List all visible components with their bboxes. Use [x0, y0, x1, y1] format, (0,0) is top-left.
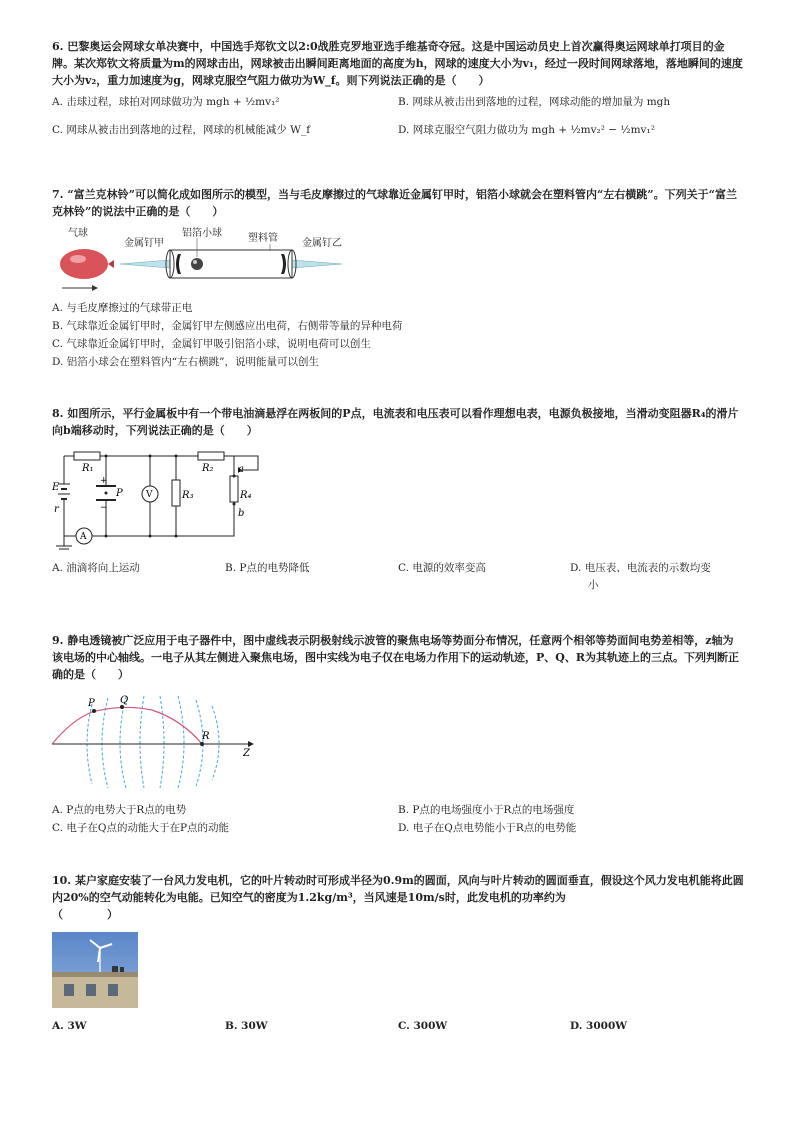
label-r1: R₁: [82, 463, 94, 474]
question-9: [52, 632, 744, 683]
q8-option-a: A. 油滴将向上运动: [52, 562, 140, 574]
label-a-meter: A: [80, 532, 87, 542]
q8-option-d: D. 电压表、电流表的示数均变: [570, 562, 711, 574]
electrostatic-lens-figure: [52, 692, 262, 788]
nail-a: [120, 260, 170, 268]
circuit-figure: [52, 446, 272, 552]
q10-option-d: D. 3000W: [570, 1020, 628, 1032]
label-r4: R₄: [240, 490, 252, 501]
q9-option-d: D. 电子在Q点电势能小于R点的电势能: [398, 822, 577, 834]
label-r3: R₃: [182, 490, 194, 501]
label-a: a: [238, 464, 244, 475]
label-q: Q: [120, 695, 129, 706]
label-plus: +: [100, 476, 108, 486]
label-e: E: [52, 482, 60, 493]
q9-option-c: C. 电子在Q点的动能大于在P点的动能: [52, 822, 230, 834]
label-r2: R₂: [202, 463, 214, 474]
q10-option-c: C. 300W: [398, 1020, 448, 1032]
franklin-bell-figure: [52, 224, 352, 294]
question-8: [52, 405, 744, 439]
electron-trajectory: [52, 707, 202, 744]
q9-option-b: B. P点的电场强度小于R点的电场强度: [398, 804, 575, 816]
q6-option-a: A. 击球过程，球拍对网球做功为 mgh + ½mv₁²: [52, 96, 280, 108]
plastic-tube: [170, 250, 292, 278]
question-10-stem: 10. 某户家庭安装了一台风力发电机，它的叶片转动时可形成半径为0.9m的圆面，风向与叶片转动的圆面垂直，假设这个风力发电机能将此圆内20%的空气动能转化为电能。已知空气的密度为1.2kg/m³，当风速是10m/s时，此发电机的功率约为: [52, 874, 744, 904]
label-v: V: [146, 490, 153, 500]
q7-option-b: B. 气球靠近金属钉甲时，金属钉甲左侧感应出电荷，右侧带等量的异种电荷: [52, 320, 403, 332]
q6-option-c: C. 网球从被击出到落地的过程，网球的机械能减少 W_f: [52, 124, 311, 136]
question-9-stem: 9. 静电透镜被广泛应用于电子器件中，图中虚线表示阴极射线示波管的聚焦电场等势面分布情况，任意两个相邻等势面间电势差相等，z轴为该电场的中心轴线。一电子从其左侧进入聚焦电场，图中实线为电子仅在电场力作用下的运动轨迹，P、Q、R为其轨迹上的三点。下列判断正确的是（ ）: [52, 634, 739, 681]
label-p: P: [88, 698, 95, 709]
label-b: b: [238, 508, 245, 519]
label-minus: −: [100, 503, 108, 513]
q8-option-d-wrap: 小: [588, 579, 599, 591]
label-balloon: 气球: [68, 228, 88, 239]
resistor-r3: [172, 480, 180, 506]
question-8-stem: 8. 如图所示，平行金属板中有一个带电油滴悬浮在两板间的P点，电流表和电压表可以看作理想电表，电源负极接地，当滑动变阻器R₄的滑片向b端移动时，下列说法正确的是（ ）: [52, 407, 739, 437]
q10-option-a: A. 3W: [52, 1020, 87, 1032]
label-r: r: [54, 504, 59, 515]
q8-option-b: B. P点的电势降低: [225, 562, 310, 574]
foil-ball: [191, 258, 203, 270]
q7-option-c: C. 气球靠近金属钉甲时，金属钉甲吸引铝箔小球，说明电荷可以创生: [52, 338, 371, 350]
question-7: [52, 186, 744, 220]
question-6: [52, 38, 744, 89]
q8-option-c: C. 电源的效率变高: [398, 562, 486, 574]
question-6-stem: 6. 巴黎奥运会网球女单决赛中，中国选手郑钦文以2:0战胜克罗地亚选手维基奇夺冠。这是中国运动员史上首次赢得奥运网球单打项目的金牌。某次郑钦文将质量为m的网球击出，网球被击出瞬间距离地面的高度为h，网球的速度大小为v₁，经过一段时间网球落地，落地瞬间的速度大小为v₂，重力加速度为g，网球克服空气阻力做功为W_f。则下列说法正确的是（ ）: [52, 40, 743, 87]
q7-option-a: A. 与毛皮摩擦过的气球带正电: [52, 302, 193, 314]
q9-option-a: A. P点的电势大于R点的电势: [52, 804, 187, 816]
wind-turbine-photo: [52, 932, 138, 1008]
q6-option-b: B. 网球从被击出到落地的过程，网球动能的增加量为 mgh: [398, 96, 671, 108]
q7-option-d: D. 铝箔小球会在塑料管内“左右横跳”，说明能量可以创生: [52, 356, 319, 368]
label-p: P: [116, 488, 123, 499]
label-r: R: [202, 731, 210, 742]
resistor-r2: [198, 452, 224, 460]
question-7-stem: 7. “富兰克林铃”可以简化成如图所示的模型，当与毛皮摩擦过的气球靠近金属钉甲时，铝箔小球就会在塑料管内“左右横跳”。下列关于“富兰克林铃”的说法中正确的是（ ）: [52, 188, 737, 218]
question-10: [52, 872, 744, 923]
label-ball: 铝箔小球: [182, 228, 222, 239]
rheostat-r4: [230, 476, 238, 502]
balloon: [60, 249, 108, 279]
q10-option-b: B. 30W: [225, 1020, 268, 1032]
q6-option-d: D. 网球克服空气阻力做功为 mgh + ½mv₂² − ½mv₁²: [398, 124, 655, 136]
label-nail-b: 金属钉乙: [302, 238, 342, 249]
label-z: Z: [243, 748, 250, 759]
label-nail-a: 金属钉甲: [124, 238, 164, 249]
nail-b: [292, 260, 342, 268]
resistor-r1: [74, 452, 100, 460]
question-10-blank: （ ）: [52, 908, 118, 921]
label-tube: 塑料管: [248, 233, 278, 244]
